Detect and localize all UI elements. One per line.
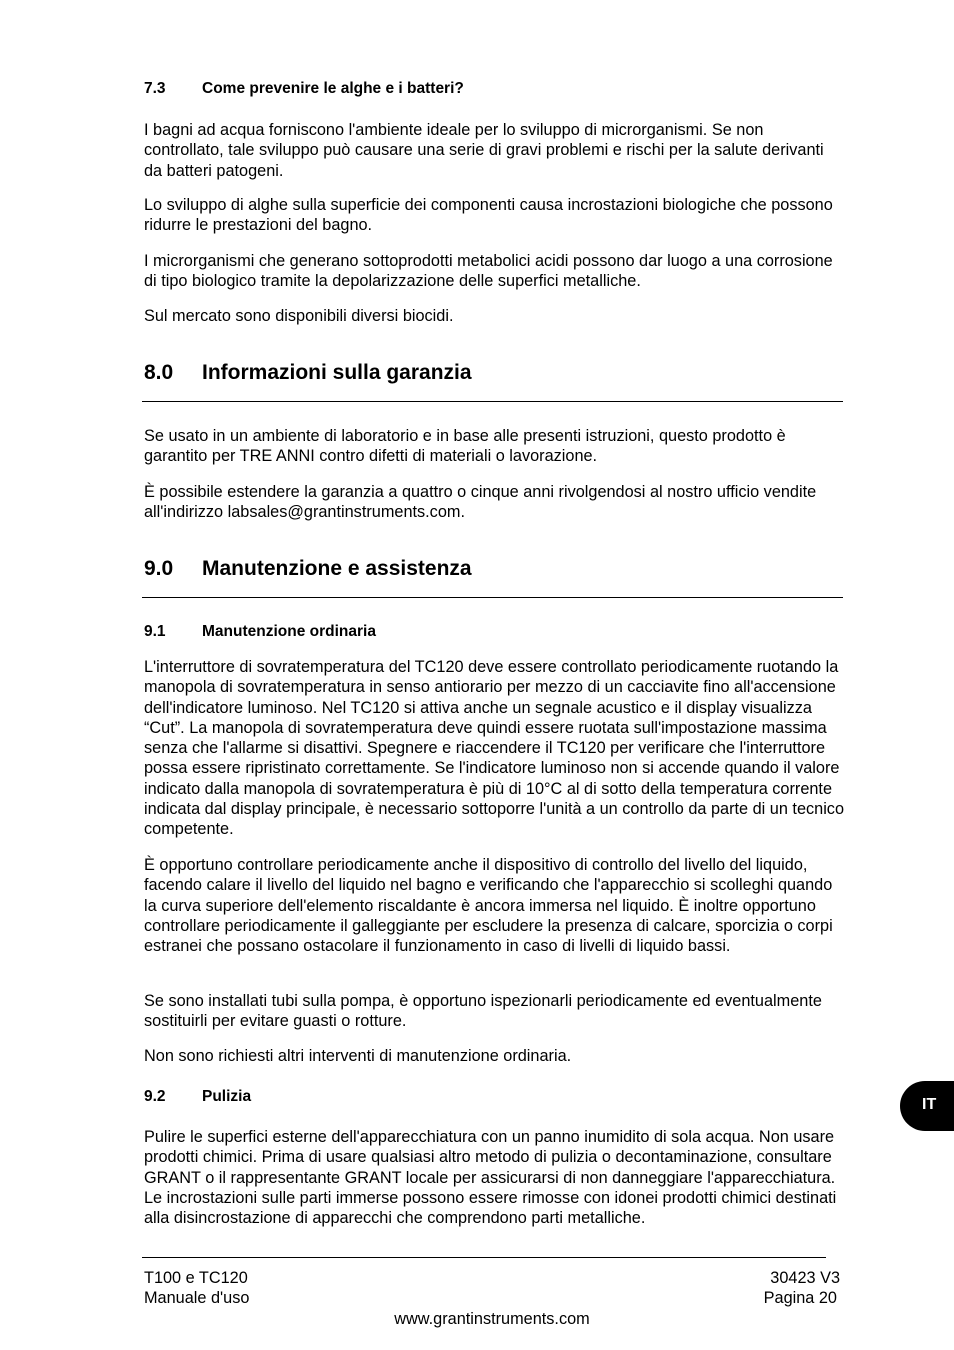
footer-page-number: Pagina 20: [763, 1289, 837, 1307]
language-tab: [900, 1081, 954, 1131]
paragraph: Non sono richiesti altri interventi di manutenzione ordinaria.: [144, 1047, 572, 1065]
footer-website: www.grantinstruments.com: [394, 1310, 590, 1328]
section-7-3-number: 7.3: [144, 80, 166, 97]
section-8-0-number: 8.0: [144, 361, 174, 384]
footer-divider: [142, 1257, 826, 1258]
paragraph: Lo sviluppo di alghe sulla superficie dei componenti causa incrostazioni biologiche che possono ridurre le prestazioni del bagno.: [144, 196, 833, 235]
footer-doc-code: 30423 V3: [770, 1269, 840, 1287]
section-7-3-title: Come prevenire le alghe e i batteri?: [202, 80, 464, 97]
language-tab-label: IT: [922, 1096, 937, 1113]
paragraph: È opportuno controllare periodicamente anche il dispositivo di controllo del livello del liquido, facendo calare il livello del liquido nel bagno e verificando che l'apparecchio si scolleghi quando la curva superiore dell'elemento riscaldante è ancora immersa nel liquido. È inoltre opportuno controllare periodicamente il galleggiante per escludere la presenza di calcare, sporcizia o corpi estranei che possano ostacolare il funzionamento in caso di livelli di liquido bassi.: [144, 856, 833, 956]
section-9-0-number: 9.0: [144, 557, 174, 580]
paragraph: Pulire le superfici esterne dell'apparecchiatura con un panno inumidito di sola acqua. Non usare prodotti chimici. Prima di usare qualsiasi altro metodo di pulizia o decontaminazione, consultare GRANT o il rappresentante GRANT locale per assicurarsi di non danneggiare l'apparecchiatura. Le incrostazioni sulle parti immerse possono essere rimosse con idonei prodotti chimici destinati alla disincrostazione di apparecchi che comprendono parti metalliche.: [144, 1128, 837, 1228]
section-8-0-title: Informazioni sulla garanzia: [202, 361, 472, 384]
paragraph: Se sono installati tubi sulla pompa, è opportuno ispezionarli periodicamente ed eventualmente sostituirli per evitare guasti o rotture.: [144, 992, 822, 1031]
paragraph: Sul mercato sono disponibili diversi biocidi.: [144, 307, 454, 325]
section-9-1-number: 9.1: [144, 623, 166, 640]
section-9-2-number: 9.2: [144, 1088, 166, 1105]
paragraph: I bagni ad acqua forniscono l'ambiente ideale per lo sviluppo di microrganismi. Se non controllato, tale sviluppo può causare una serie di gravi problemi e rischi per la salute derivanti da batteri patogeni.: [144, 121, 824, 180]
paragraph: I microrganismi che generano sottoprodotti metabolici acidi possono dar luogo a una corrosione di tipo biologico tramite la depolarizzazione delle superfici metalliche.: [144, 252, 833, 291]
paragraph: L'interruttore di sovratemperatura del TC120 deve essere controllato periodicamente ruotando la manopola di sovratemperatura in senso antiorario per mezzo di un cacciavite fino all'accensione dell'indicatore luminoso. Nel TC120 si attiva anche un segnale acustico e il display visualizza “Cut”. La manopola di sovratemperatura deve quindi essere ruotata sull'impostazione massima senza che l'allarme si disattivi. Spegnere e riaccendere il TC120 per verificare che l'interruttore possa essere ripristinato correttamente. Se l'indicatore luminoso non si accende quando il valore indicato dalla manopola di sovratemperatura è più di 10°C al di sotto della temperatura corrente indicata dal display principale, è necessario sottoporre l'unità a un controllo da parte di un tecnico competente.: [144, 658, 845, 839]
section-9-0-title: Manutenzione e assistenza: [202, 557, 472, 580]
section-9-2-title: Pulizia: [202, 1088, 252, 1105]
section-divider: [142, 401, 843, 402]
section-9-1-title: Manutenzione ordinaria: [202, 623, 376, 640]
footer-model: T100 e TC120: [144, 1269, 248, 1287]
paragraph: Se usato in un ambiente di laboratorio e in base alle presenti istruzioni, questo prodotto è garantito per TRE ANNI contro difetti di materiali o lavorazione.: [144, 427, 786, 466]
section-divider: [142, 597, 843, 598]
footer-doc-type: Manuale d'uso: [144, 1289, 250, 1307]
paragraph: È possibile estendere la garanzia a quattro o cinque anni rivolgendosi al nostro ufficio vendite all'indirizzo labsales@grantinstruments.com.: [144, 483, 817, 522]
